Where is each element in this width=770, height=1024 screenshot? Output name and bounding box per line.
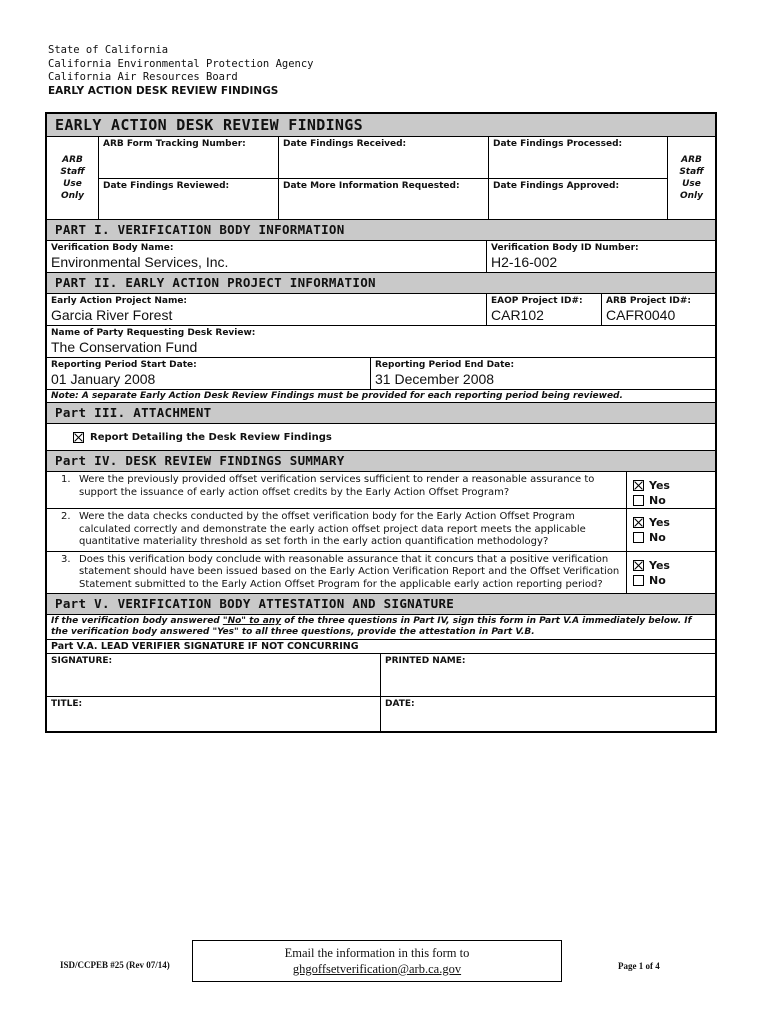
eaop-id-field[interactable]: EAOP Project ID#: CAR102 xyxy=(487,294,602,325)
attachment-label: Report Detailing the Desk Review Findings xyxy=(90,431,332,443)
agency-header xyxy=(48,44,314,98)
question-3: 3. Does this verification body conclude with reasonable assurance that it concurs that a positive verification statement should have been issued based on the Early Action Verification Report and the Offset Verification Statement submitted to the Early Action Offset Program for the applicable early action reporting period? Yes No xyxy=(47,552,715,595)
signature-field[interactable]: SIGNATURE: xyxy=(47,654,381,696)
period-start-field[interactable]: Reporting Period Start Date: 01 January 2008 xyxy=(47,358,371,389)
eaop-id-value: CAR102 xyxy=(491,307,544,323)
email-box xyxy=(192,940,562,982)
review-form xyxy=(45,112,717,733)
vb-name-value: Environmental Services, Inc. xyxy=(51,254,229,270)
part2-note: Note: A separate Early Action Desk Review Findings must be provided for each reporting period being reviewed. xyxy=(47,390,715,403)
question-2: 2. Were the data checks conducted by the offset verification body for the Early Action Offset Program calculated correctly and demonstrate the early action offset project data report meets the applicable quantitative materiality threshold as set forth in the early action quantification methodology? Yes No xyxy=(47,509,715,552)
project-name-field[interactable]: Early Action Project Name: Garcia River Forest xyxy=(47,294,487,325)
printed-name-field[interactable]: PRINTED NAME: xyxy=(385,656,466,666)
project-name-value: Garcia River Forest xyxy=(51,307,173,323)
checkbox-checked-icon xyxy=(633,560,644,571)
part2-row-project xyxy=(47,294,715,326)
date-processed-field[interactable]: Date Findings Processed: xyxy=(493,139,623,149)
arb-project-id-field[interactable]: ARB Project ID#: CAFR0040 xyxy=(602,294,715,325)
date-more-info-field[interactable]: Date More Information Requested: xyxy=(279,179,489,220)
agency-line-2: California Environmental Protection Agency xyxy=(48,57,314,70)
question-1: 1. Were the previously provided offset verification services sufficient to render a reasonable assurance to support the issuance of early action offset credits by the Early Action Offset Program? Yes No xyxy=(47,472,715,509)
date-reviewed-field[interactable]: Date Findings Reviewed: xyxy=(99,179,279,220)
arb-staff-left: ARB Staff Use Only xyxy=(47,137,99,219)
checkbox-empty-icon xyxy=(633,532,644,543)
part2-heading: PART II. EARLY ACTION PROJECT INFORMATION xyxy=(47,273,715,294)
date-approved-field[interactable]: Date Findings Approved: xyxy=(493,180,620,191)
q1-no-option[interactable]: No xyxy=(633,493,715,508)
checkbox-empty-icon xyxy=(633,495,644,506)
period-start-value: 01 January 2008 xyxy=(51,371,156,387)
attachment-checkbox-checked-icon[interactable] xyxy=(73,432,84,443)
part2-row-party xyxy=(47,326,715,358)
agency-line-1: State of California xyxy=(48,44,169,56)
date-received-field[interactable]: Date Findings Received: xyxy=(279,137,489,178)
form-title: EARLY ACTION DESK REVIEW FINDINGS xyxy=(47,114,715,137)
question-1-text: Were the previously provided offset verification services sufficient to render a reasonable assurance to support the issuance of early action offset credits by the Early Action Offset Program? xyxy=(79,474,595,498)
title-field[interactable]: TITLE: xyxy=(47,697,381,731)
vb-id-value: H2-16-002 xyxy=(491,254,558,270)
attachment-row xyxy=(47,424,715,451)
title-row xyxy=(47,697,715,731)
period-end-value: 31 December 2008 xyxy=(375,371,495,387)
part5a-heading: Part V.A. LEAD VERIFIER SIGNATURE IF NOT CONCURRING xyxy=(47,640,715,654)
agency-line-4: EARLY ACTION DESK REVIEW FINDINGS xyxy=(48,84,279,97)
part1-row xyxy=(47,241,715,273)
checkbox-checked-icon xyxy=(633,517,644,528)
party-field[interactable]: Name of Party Requesting Desk Review: The Conservation Fund xyxy=(47,326,715,357)
part4-heading: Part IV. DESK REVIEW FINDINGS SUMMARY xyxy=(47,451,715,472)
question-2-text: Were the data checks conducted by the offset verification body for the Early Action Offset Program calculated correctly and demonstrate the early action offset project data report meets the applicable quantitative materiality threshold as set forth in the early action quantification methodology? xyxy=(79,511,586,547)
party-value: The Conservation Fund xyxy=(51,339,198,355)
part2-row-period xyxy=(47,358,715,390)
part5-instructions: If the verification body answered "No" to any of the three questions in Part IV, sign this form in Part V.A immediately below. If the verification body answered "Yes" to all three questions, provide the attestation in Part V.B. xyxy=(47,615,715,640)
email-instruction: Email the information in this form to xyxy=(284,946,470,960)
page-number: Page 1 of 4 xyxy=(618,961,660,971)
q2-yes-option[interactable]: Yes xyxy=(633,515,715,530)
question-3-text: Does this verification body conclude with reasonable assurance that it concurs that a positive verification statement should have been issued based on the Early Action Verification Report and the Offset Verification Statement submitted to the Early Action Offset Program for the applicable early action reporting period? xyxy=(79,553,620,590)
q2-no-option[interactable]: No xyxy=(633,530,715,545)
form-number: ISD/CCPEB #25 (Rev 07/14) xyxy=(60,960,170,970)
arb-project-id-value: CAFR0040 xyxy=(606,307,676,323)
vb-id-field[interactable]: Verification Body ID Number: H2-16-002 xyxy=(487,241,715,272)
q1-yes-option[interactable]: Yes xyxy=(633,478,715,493)
part3-heading: Part III. ATTACHMENT xyxy=(47,403,715,424)
date-field[interactable]: DATE: xyxy=(385,699,415,709)
arb-staff-block xyxy=(47,137,715,220)
part5-heading: Part V. VERIFICATION BODY ATTESTATION AND SIGNATURE xyxy=(47,594,715,615)
checkbox-empty-icon xyxy=(633,575,644,586)
arb-staff-right: ARB Staff Use Only xyxy=(667,137,715,219)
q3-no-option[interactable]: No xyxy=(633,573,715,588)
agency-line-3: California Air Resources Board xyxy=(48,71,238,83)
part1-heading: PART I. VERIFICATION BODY INFORMATION xyxy=(47,220,715,241)
signature-row xyxy=(47,654,715,697)
checkbox-checked-icon xyxy=(633,480,644,491)
vb-name-field[interactable]: Verification Body Name: Environmental Services, Inc. xyxy=(47,241,487,272)
email-link[interactable]: ghgoffsetverification@arb.ca.gov xyxy=(292,962,462,976)
tracking-number-field[interactable]: ARB Form Tracking Number: xyxy=(99,137,279,178)
q3-yes-option[interactable]: Yes xyxy=(633,558,715,573)
period-end-field[interactable]: Reporting Period End Date: 31 December 2008 xyxy=(371,358,715,389)
